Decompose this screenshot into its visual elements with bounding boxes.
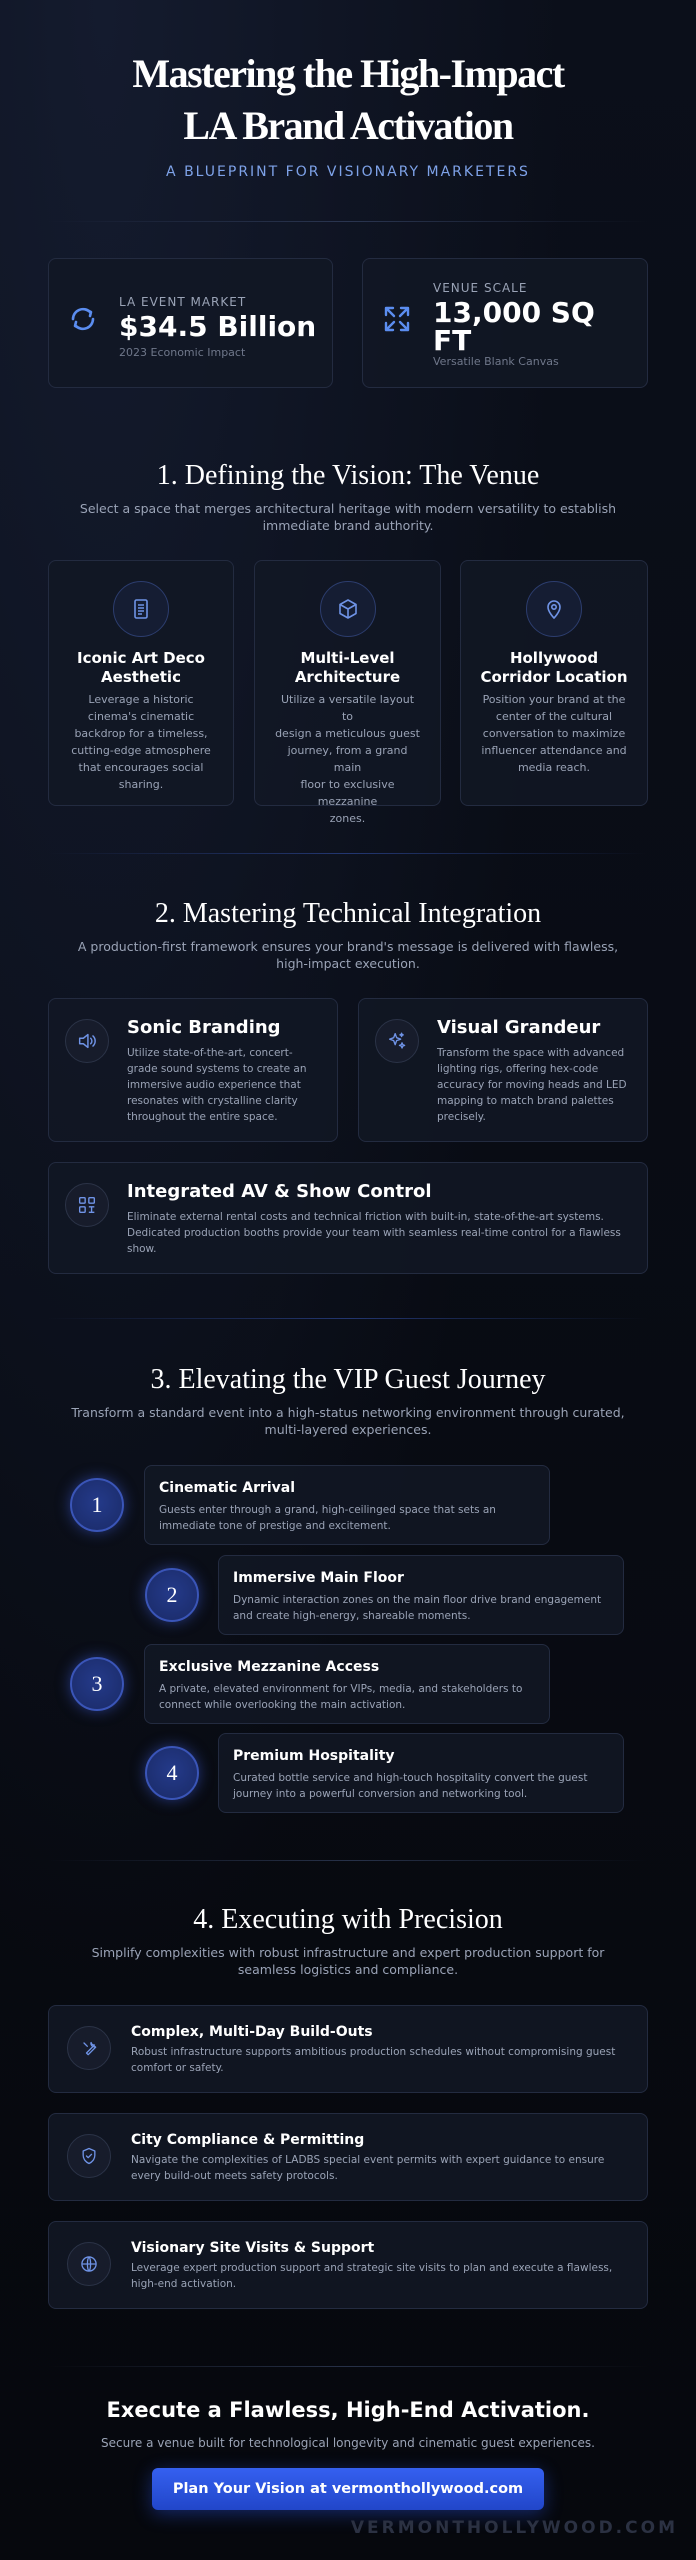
globe-icon <box>67 2242 111 2286</box>
tech-card-text: Utilize state-of-the-art, concert- grade sound systems to create an immersive audio experience that resonates with crystalline clarity throughout the entire space. <box>127 1047 307 1123</box>
refresh-circle-icon <box>65 301 101 337</box>
subtitle-line: multi-layered experiences. <box>264 1422 432 1437</box>
execution-item-text: Robust infrastructure supports ambitious production schedules without compromising guest comfort or safety. <box>131 2046 616 2074</box>
subtitle-line: Transform a standard event into a high-status networking environment through curated, <box>71 1405 625 1420</box>
section-4-title: 4. Executing with Precision <box>193 1904 503 1935</box>
journey-step-main-floor <box>218 1555 624 1635</box>
section-1-subtitle <box>48 500 648 534</box>
tech-card-text: Eliminate external rental costs and technical friction with built-in, state-of-the-art systems. Dedicated production booths provide your team with seamless real-time control for a flawless show. <box>127 1211 621 1255</box>
subtitle-line: A production-first framework ensures your brand's message is delivered with flawless, <box>77 939 619 954</box>
subtitle-line: Select a space that merges architectural heritage with modern versatility to establish <box>79 501 617 516</box>
page-title <box>48 48 648 152</box>
journey-step-text: Guests enter through a grand, high-ceilinged space that sets an immediate tone of prestige and excitement. <box>159 1504 496 1532</box>
document-icon <box>113 581 169 637</box>
execution-item-build-outs <box>48 2005 648 2093</box>
wrench-icon <box>67 2026 111 2070</box>
plan-your-vision-button[interactable]: Plan Your Vision at vermonthollywood.com <box>152 2468 544 2510</box>
divider <box>48 221 648 222</box>
subtitle-line: seamless logistics and compliance. <box>237 1962 459 1977</box>
stat-label: LA EVENT MARKET <box>119 295 247 309</box>
execution-item-site-visits <box>48 2221 648 2309</box>
stat-card-market <box>48 258 333 388</box>
subtitle-line: immediate brand authority. <box>262 518 434 533</box>
stat-card-venue <box>362 258 648 388</box>
sparkles-icon <box>375 1019 419 1063</box>
journey-step-mezzanine <box>144 1644 550 1724</box>
execution-item-compliance <box>48 2113 648 2201</box>
tech-card-title: Sonic Branding <box>127 1017 281 1038</box>
journey-step-cinematic-arrival <box>144 1465 550 1545</box>
venue-card-title: Hollywood Corridor Location <box>480 649 628 686</box>
section-3-title: 3. Elevating the VIP Guest Journey <box>150 1364 546 1395</box>
subtitle-line: high-impact execution. <box>276 956 420 971</box>
divider <box>48 1860 648 1861</box>
divider <box>48 853 648 854</box>
journey-step-hospitality <box>218 1733 624 1813</box>
execution-item-title: Complex, Multi-Day Build-Outs <box>131 2024 373 2040</box>
step-number: 3 <box>70 1657 124 1711</box>
step-number: 4 <box>145 1746 199 1800</box>
execution-item-title: City Compliance & Permitting <box>131 2132 365 2148</box>
section-2-title: 2. Mastering Technical Integration <box>154 898 542 929</box>
tech-card-title: Visual Grandeur <box>437 1017 601 1038</box>
section-3-subtitle <box>48 1404 648 1438</box>
tech-card-title: Integrated AV & Show Control <box>127 1181 432 1202</box>
stat-label: VENUE SCALE <box>433 281 528 295</box>
cta-subtitle: Secure a venue built for technological longevity and cinematic guest experiences. <box>101 2436 595 2450</box>
speaker-icon <box>65 1019 109 1063</box>
tech-card-visual <box>358 998 648 1142</box>
stat-note: Versatile Blank Canvas <box>433 355 559 368</box>
stat-value-line-1: 13,000 SQ <box>433 296 595 329</box>
tech-card-av-control <box>48 1162 648 1274</box>
execution-item-title: Visionary Site Visits & Support <box>131 2240 375 2256</box>
journey-step-text: Curated bottle service and high-touch hospitality convert the guest journey into a powerful conversion and networking tool. <box>233 1772 588 1800</box>
venue-card-text: Position your brand at the center of the cultural conversation to maximize influencer attendance and media reach. <box>481 693 627 774</box>
venue-card-title: Iconic Art Deco Aesthetic <box>77 649 205 686</box>
page-subtitle: A BLUEPRINT FOR VISIONARY MARKETERS <box>166 164 530 180</box>
subtitle-line: Simplify complexities with robust infrastructure and expert production support for <box>91 1945 605 1960</box>
journey-step-text: A private, elevated environment for VIPs, media, and stakeholders to connect while overlooking the main activation. <box>159 1683 523 1711</box>
execution-item-text: Leverage expert production support and strategic site visits to plan and execute a flawless, high-end activation. <box>131 2262 613 2290</box>
journey-step-title: Exclusive Mezzanine Access <box>159 1659 380 1675</box>
cube-icon <box>320 581 376 637</box>
step-number: 1 <box>70 1478 124 1532</box>
stat-value-line-2: FT <box>433 324 472 357</box>
journey-step-title: Premium Hospitality <box>233 1748 395 1764</box>
venue-card-art-deco <box>48 560 234 806</box>
venue-card-title: Multi-Level Architecture <box>294 649 401 686</box>
watermark: VERMONTHOLLYWOOD.COM <box>350 2518 678 2538</box>
journey-step-title: Immersive Main Floor <box>233 1570 404 1586</box>
cta-title: Execute a Flawless, High-End Activation. <box>106 2398 590 2422</box>
divider <box>48 2366 648 2367</box>
section-4-subtitle <box>48 1944 648 1978</box>
journey-step-text: Dynamic interaction zones on the main floor drive brand engagement and create high-energy, shareable moments. <box>233 1594 602 1622</box>
journey-step-title: Cinematic Arrival <box>159 1480 296 1496</box>
venue-card-multi-level <box>254 560 441 825</box>
section-1-title: 1. Defining the Vision: The Venue <box>156 460 540 491</box>
shield-check-icon <box>67 2134 111 2178</box>
section-2-subtitle <box>48 938 648 972</box>
venue-card-text: Utilize a versatile layout to design a meticulous guest journey, from a grand main floor to exclusive mezzanine zones. <box>275 693 420 825</box>
expand-arrows-icon <box>379 301 415 337</box>
tech-card-sonic <box>48 998 338 1142</box>
tech-card-text: Transform the space with advanced lighting rigs, offering hex-code accuracy for moving heads and LED mapping to match brand palettes precisely. <box>437 1047 627 1123</box>
map-pin-icon <box>526 581 582 637</box>
step-number: 2 <box>145 1568 199 1622</box>
divider <box>48 1318 648 1319</box>
title-line-1: Mastering the High-Impact <box>132 51 564 96</box>
stat-note: 2023 Economic Impact <box>119 346 246 359</box>
execution-item-text: Navigate the complexities of LADBS special event permits with expert guidance to ensure every build-out meets safety protocols. <box>131 2154 605 2182</box>
title-line-2: LA Brand Activation <box>183 103 513 148</box>
control-panel-icon <box>65 1183 109 1227</box>
venue-card-hollywood <box>460 560 648 806</box>
stat-value: $34.5 Billion <box>119 310 317 343</box>
venue-card-text: Leverage a historic cinema's cinematic backdrop for a timeless, cutting-edge atmosphere that encourages social sharing. <box>71 693 211 791</box>
